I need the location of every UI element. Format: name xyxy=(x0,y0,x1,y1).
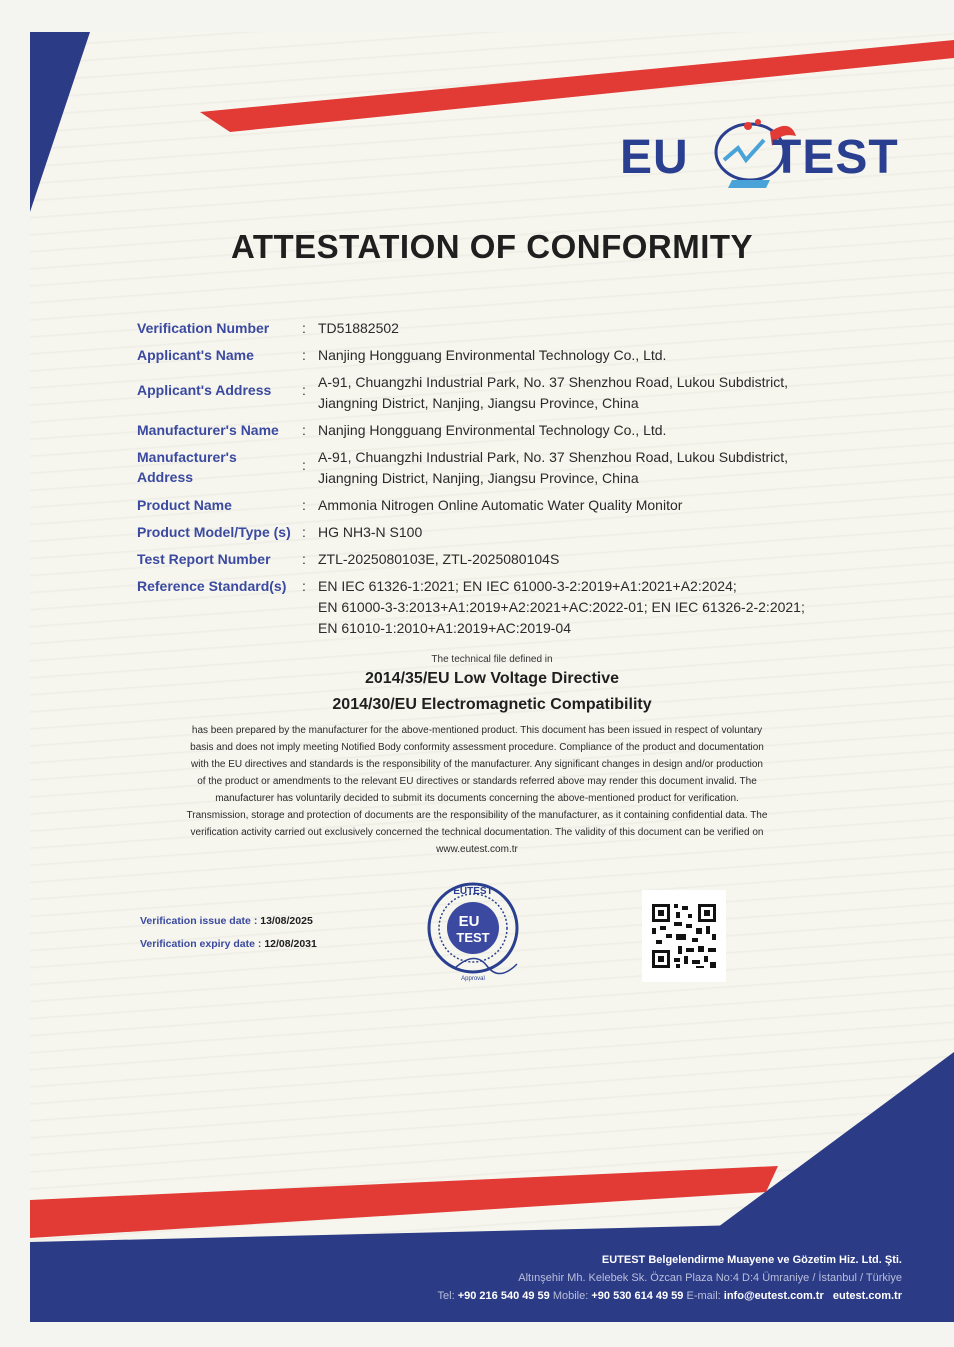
body-line: of the product or amendments to the relevant EU directives or standards referred above may render this document invalid. The xyxy=(197,776,757,787)
body-line: basis and does not imply meeting Notified Body conformity assessment procedure. Compliance of the product and documentation xyxy=(190,742,764,753)
field-value xyxy=(318,522,422,543)
expiry-date-value: 12/08/2031 xyxy=(264,938,317,950)
field-label: Applicant's Address xyxy=(137,382,272,398)
field-colon: : xyxy=(302,497,306,513)
expiry-date-colon: : xyxy=(257,938,265,950)
footer-mobile: +90 530 614 49 59 xyxy=(591,1290,684,1302)
field-colon: : xyxy=(302,422,306,438)
field-value xyxy=(318,495,682,516)
field-label: Manufacturer's Address xyxy=(137,449,237,485)
footer-email[interactable]: info@eutest.com.tr xyxy=(723,1290,824,1302)
field-value-line: A-91, Chuangzhi Industrial Park, No. 37 Shenzhou Road, Lukou Subdistrict, xyxy=(318,374,789,390)
field-value-line: EN 61000-3-3:2013+A1:2019+A2:2021+AC:2022-01; EN IEC 61326-2-2:2021; xyxy=(318,599,805,615)
body-line: manufacturer has voluntarily decided to submit its documents concerning the above-mentioned product for verification. xyxy=(215,793,739,804)
expiry-date-label: Verification expiry date xyxy=(140,938,255,950)
field-row xyxy=(137,576,837,639)
field-value-line: Ammonia Nitrogen Online Automatic Water Quality Monitor xyxy=(318,497,683,513)
field-label: Product Model/Type (s) xyxy=(137,524,291,540)
issue-date-row xyxy=(140,910,317,933)
verification-dates xyxy=(140,910,317,956)
field-value xyxy=(318,345,666,366)
certificate-sheet xyxy=(30,32,954,1322)
body-line: verification activity carried out exclusively concerned the technical documentation. The validity of this document can be verified on xyxy=(190,827,764,838)
footer-website[interactable]: eutest.com.tr xyxy=(832,1290,902,1302)
field-value-line: Nanjing Hongguang Environmental Technology Co., Ltd. xyxy=(318,347,667,363)
field-value-line: ZTL-2025080103E, ZTL-2025080104S xyxy=(318,551,560,567)
declaration-body xyxy=(135,722,819,858)
directive-emc: 2014/30/EU Electromagnetic Compatibility xyxy=(332,696,652,713)
field-value-line: Nanjing Hongguang Environmental Technology Co., Ltd. xyxy=(318,422,667,438)
issue-date-label: Verification issue date xyxy=(140,915,251,927)
field-value-line: Jiangning District, Nanjing, Jiangsu Province, China xyxy=(318,395,639,411)
issue-date-colon: : xyxy=(253,915,261,927)
document-title: ATTESTATION OF CONFORMITY xyxy=(230,228,754,265)
footer-mobile-label: Mobile: xyxy=(552,1290,589,1302)
body-line: Transmission, storage and protection of documents are the responsibility of the manufacturer, as it containing confidential data. The xyxy=(186,810,768,821)
footer-email-label: E-mail: xyxy=(686,1290,721,1302)
field-colon: : xyxy=(302,457,306,473)
bottom-navy-band xyxy=(30,1220,954,1322)
field-colon: : xyxy=(302,524,306,540)
verification-qr-code[interactable] xyxy=(642,890,726,982)
footer-company-name: EUTEST Belgelendirme Muayene ve Gözetim Hiz. Ltd. Şti. xyxy=(601,1254,902,1266)
directive-low-voltage: 2014/35/EU Low Voltage Directive xyxy=(364,670,620,687)
field-label: Product Name xyxy=(137,497,232,513)
field-colon: : xyxy=(302,551,306,567)
field-row xyxy=(137,420,837,441)
field-value-line: TD51882502 xyxy=(318,320,399,336)
technical-file-intro: The technical file defined in xyxy=(431,654,553,665)
field-colon: : xyxy=(302,347,306,363)
field-colon: : xyxy=(302,578,306,594)
logo-text-test: TEST xyxy=(772,131,899,184)
field-label: Manufacturer's Name xyxy=(137,422,279,438)
field-colon: : xyxy=(302,382,306,398)
field-label: Verification Number xyxy=(137,320,270,336)
expiry-date-row xyxy=(140,933,317,956)
field-label: Applicant's Name xyxy=(137,347,254,363)
field-value xyxy=(318,420,666,441)
body-line-website: www.eutest.com.tr xyxy=(436,844,518,855)
body-line: has been prepared by the manufacturer for the above-mentioned product. This document has been issued in respect of voluntary xyxy=(191,725,763,736)
field-value xyxy=(318,549,559,570)
field-row xyxy=(137,447,837,489)
field-row xyxy=(137,549,837,570)
field-value xyxy=(318,447,788,489)
field-row xyxy=(137,495,837,516)
body-line: with the EU directives and standards is the responsibility of the manufacturer. Any significant changes in design and/or production xyxy=(191,759,763,770)
field-value xyxy=(318,372,788,414)
field-value-line: EN 61010-1:2010+A1:2019+AC:2019-04 xyxy=(318,620,571,636)
field-row xyxy=(137,522,837,543)
seal-sign-text: Approval xyxy=(461,976,485,982)
field-label: Reference Standard(s) xyxy=(137,578,287,594)
field-row xyxy=(137,318,837,339)
field-colon: : xyxy=(302,320,306,336)
field-value-line: HG NH3-N S100 xyxy=(318,524,423,540)
seal-top-text: EUTEST xyxy=(453,886,493,897)
top-navy-triangle xyxy=(30,32,90,212)
footer-address: Altınşehir Mh. Kelebek Sk. Özcan Plaza No:4 D:4 Ümraniye / İstanbul / Türkiye xyxy=(518,1272,902,1284)
seal-center-eu: EU xyxy=(458,913,480,930)
footer-tel-label: Tel: xyxy=(437,1290,455,1302)
footer-contacts xyxy=(438,1290,902,1302)
certificate-fields xyxy=(137,318,837,645)
approval-seal-icon xyxy=(425,880,525,985)
field-value xyxy=(318,576,805,639)
seal-center-test: TEST xyxy=(456,930,490,945)
field-label: Test Report Number xyxy=(137,551,271,567)
issue-date-value: 13/08/2025 xyxy=(260,915,313,927)
footer-tel: +90 216 540 49 59 xyxy=(457,1290,550,1302)
field-value-line: A-91, Chuangzhi Industrial Park, No. 37 Shenzhou Road, Lukou Subdistrict, xyxy=(318,449,789,465)
field-value-line: Jiangning District, Nanjing, Jiangsu Province, China xyxy=(318,470,639,486)
field-value-line: EN IEC 61326-1:2021; EN IEC 61000-3-2:2019+A1:2021+A2:2024; xyxy=(318,578,737,594)
field-row xyxy=(137,372,837,414)
field-value xyxy=(318,318,399,339)
logo-text-eu: EU xyxy=(620,131,689,184)
field-row xyxy=(137,345,837,366)
